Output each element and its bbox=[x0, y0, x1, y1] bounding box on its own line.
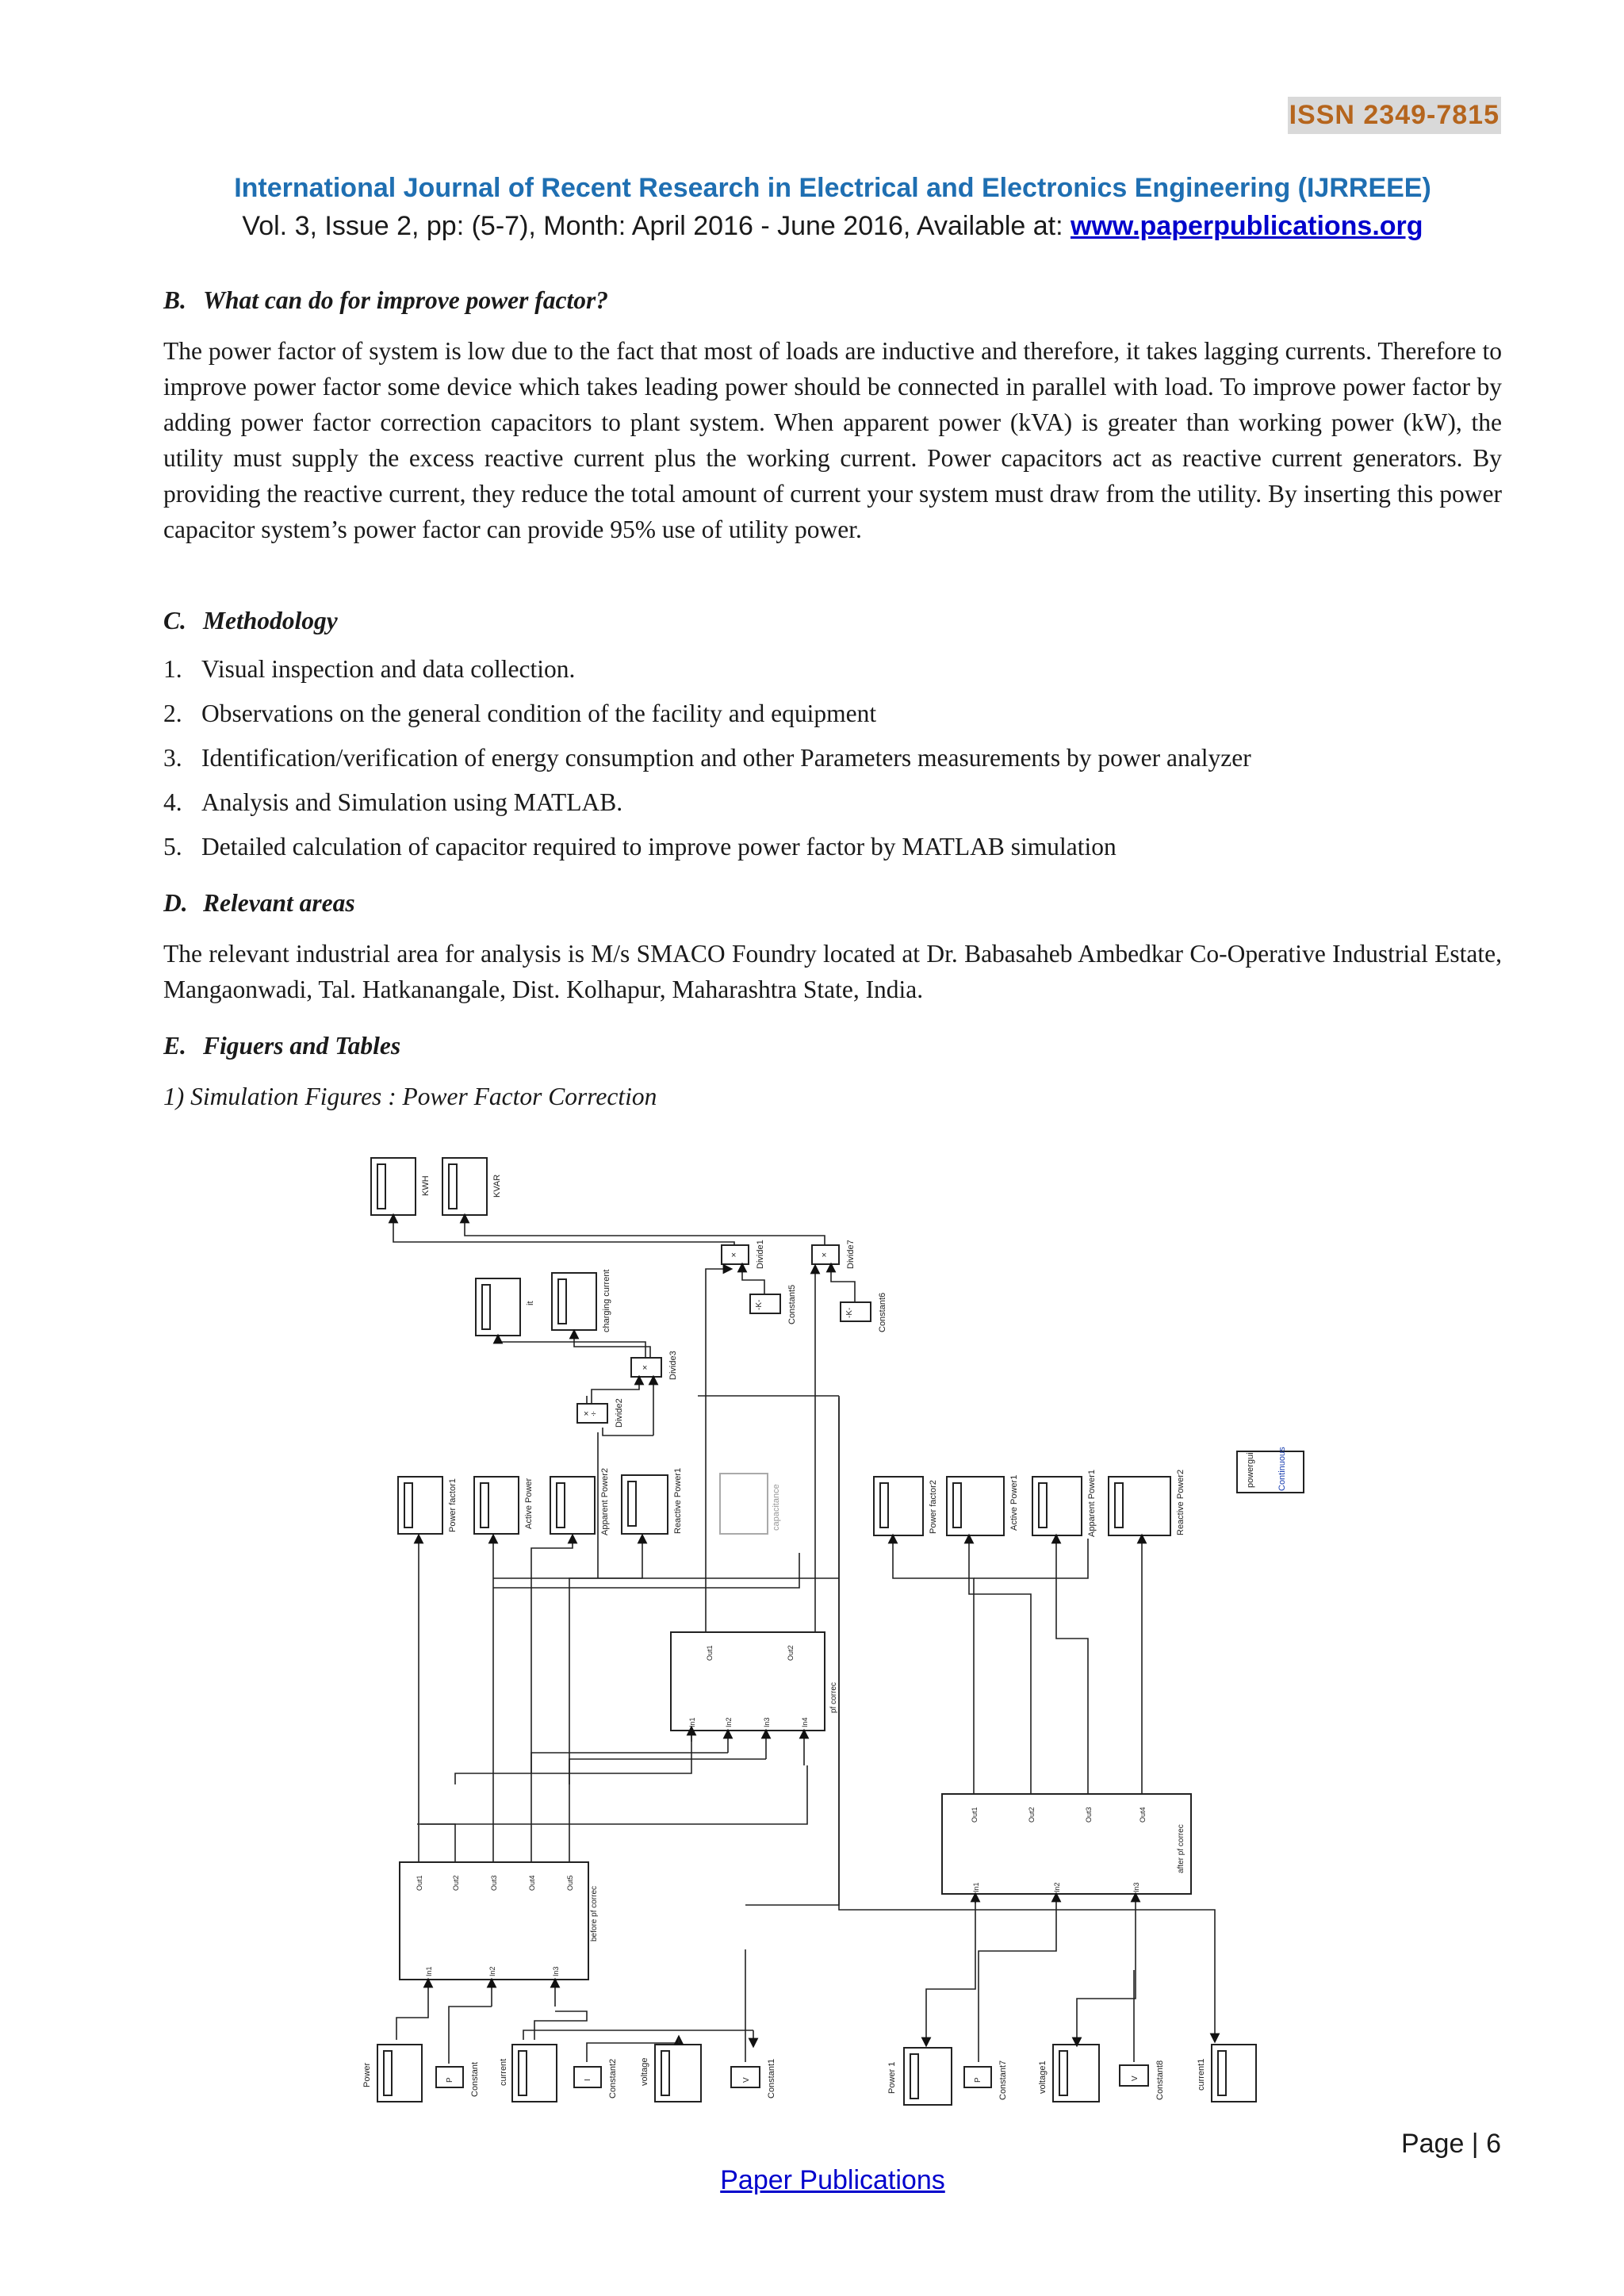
const-symbol: -K- bbox=[845, 1307, 854, 1318]
label-kvar: KVAR bbox=[492, 1174, 502, 1198]
display-active-power1 bbox=[947, 1477, 1004, 1535]
port-label: Out2 bbox=[1028, 1807, 1036, 1823]
section-title: Relevant areas bbox=[203, 889, 355, 917]
port-label: Out3 bbox=[1085, 1807, 1093, 1823]
divide-symbol: × ÷ bbox=[584, 1409, 596, 1419]
list-text: Identification/verification of energy consumption and other Parameters measurements by power analyzer bbox=[201, 744, 1251, 772]
list-item bbox=[163, 655, 575, 684]
list-item bbox=[163, 744, 1251, 772]
section-b-heading bbox=[163, 282, 1502, 318]
label-constant2: Constant2 bbox=[608, 2058, 618, 2099]
section-b-body bbox=[163, 333, 1502, 547]
label-apparent-power2: Apparent Power2 bbox=[600, 1468, 610, 1535]
label-constant6: Constant6 bbox=[878, 1292, 887, 1332]
label-active-power: Active Power bbox=[524, 1478, 534, 1529]
port-label: In3 bbox=[763, 1717, 771, 1727]
label-current1: current1 bbox=[1197, 2058, 1206, 2091]
label-constant8: Constant8 bbox=[1155, 2060, 1165, 2100]
section-label: E. bbox=[163, 1032, 186, 1060]
const-symbol: P bbox=[446, 2077, 454, 2083]
section-label: B. bbox=[163, 286, 186, 314]
list-item bbox=[163, 788, 622, 817]
journal-link[interactable]: www.paperpublications.org bbox=[1071, 211, 1423, 241]
list-text: Analysis and Simulation using MATLAB. bbox=[201, 788, 623, 816]
label-powergui: powergui bbox=[1246, 1452, 1255, 1488]
label-reactive-power1: Reactive Power1 bbox=[673, 1467, 683, 1534]
label-divide2: Divide2 bbox=[615, 1398, 624, 1428]
figure-subheading: 1) Simulation Figures : Power Factor Correction bbox=[163, 1083, 657, 1110]
port-label: In2 bbox=[725, 1717, 733, 1727]
after-pf-correc-subsystem bbox=[942, 1794, 1191, 1894]
label-power: Power bbox=[362, 2062, 372, 2087]
section-d-body bbox=[163, 936, 1502, 1007]
const-symbol: V bbox=[742, 2077, 751, 2083]
section-e-heading bbox=[163, 1028, 1502, 1064]
label-it: it bbox=[526, 1301, 535, 1305]
label-powergui-mode: Continuous bbox=[1277, 1447, 1287, 1491]
label-charging-current: charging current bbox=[602, 1269, 611, 1332]
port-label: In1 bbox=[688, 1717, 696, 1727]
section-c-heading bbox=[163, 603, 1502, 638]
port-label: Out4 bbox=[1139, 1807, 1147, 1823]
const-symbol: P bbox=[974, 2077, 982, 2083]
subsystem-label: after pf correc bbox=[1177, 1824, 1185, 1873]
label-kwh: KWH bbox=[421, 1175, 431, 1196]
section-title: Methodology bbox=[203, 607, 338, 634]
divide-symbol: × bbox=[822, 1251, 827, 1260]
list-text: Detailed calculation of capacitor required to improve power factor by MATLAB simulation bbox=[201, 833, 1116, 861]
journal-title: International Journal of Recent Research in Electrical and Electronics Engineering (IJRREEE) bbox=[234, 173, 1431, 203]
volume-info bbox=[0, 211, 1624, 242]
port-label: In1 bbox=[972, 1882, 980, 1892]
section-title: Figuers and Tables bbox=[203, 1032, 401, 1060]
label-power-factor2: Power factor2 bbox=[929, 1480, 938, 1534]
const-symbol: I bbox=[584, 2079, 592, 2081]
constant1-block bbox=[731, 2067, 760, 2087]
display-reactive-power2 bbox=[1109, 1477, 1170, 1535]
subsystem-label: pf correc bbox=[829, 1682, 838, 1713]
section-label: D. bbox=[163, 889, 188, 917]
label-voltage: voltage bbox=[640, 2057, 649, 2086]
list-text: Observations on the general condition of the facility and equipment bbox=[201, 700, 877, 727]
section-title: What can do for improve power factor? bbox=[203, 286, 608, 314]
label-constant: Constant bbox=[470, 2061, 480, 2097]
label-divide7: Divide7 bbox=[846, 1240, 856, 1269]
label-constant7: Constant7 bbox=[998, 2060, 1008, 2100]
label-constant5: Constant5 bbox=[787, 1284, 797, 1324]
volume-text: Vol. 3, Issue 2, pp: (5-7), Month: April 2016 - June 2016, Available at: bbox=[242, 211, 1071, 241]
list-item bbox=[163, 833, 1116, 861]
constant-block bbox=[436, 2067, 463, 2087]
label-current: current bbox=[499, 2058, 508, 2086]
label-constant1: Constant1 bbox=[767, 2058, 776, 2099]
simulink-diagram bbox=[349, 1148, 1316, 2116]
port-label: In2 bbox=[488, 1966, 496, 1976]
divide-symbol: × bbox=[642, 1363, 648, 1373]
constant2-block bbox=[574, 2067, 601, 2087]
list-text: Visual inspection and data collection. bbox=[201, 655, 576, 683]
list-item bbox=[163, 700, 876, 728]
label-divide1: Divide1 bbox=[756, 1240, 765, 1269]
subsystem-label: before pf correc bbox=[590, 1885, 599, 1941]
divide-symbol: × bbox=[731, 1251, 737, 1260]
paragraph: The power factor of system is low due to the fact that most of loads are inductive and therefore, it takes lagging currents. Therefore to improve power factor some device which takes leading power should be connected in parallel with load. To improve power factor by adding power factor correction capacitors to plant system. When apparent power (kVA) is greater than working power (kW), the utility must supply the excess reactive current plus the working current. Power capacitors act as reactive current generators. By providing the reactive current, they reduce the total amount of current your system must draw from the utility. By inserting this power capacitor system’s power factor can provide 95% use of utility power. bbox=[163, 337, 1502, 543]
const-symbol: V bbox=[1131, 2076, 1139, 2081]
list-number: 2. bbox=[163, 700, 182, 727]
publisher-link[interactable]: Paper Publications bbox=[720, 2165, 945, 2195]
port-label: In1 bbox=[425, 1966, 433, 1976]
list-number: 4. bbox=[163, 788, 182, 816]
label-divide3: Divide3 bbox=[668, 1351, 678, 1380]
label-apparent-power1: Apparent Power1 bbox=[1087, 1470, 1097, 1537]
label-power-factor1: Power factor1 bbox=[448, 1478, 458, 1532]
label-power-1: Power 1 bbox=[887, 2061, 897, 2094]
port-label: In3 bbox=[1132, 1882, 1140, 1892]
label-reactive-power2: Reactive Power2 bbox=[1176, 1469, 1185, 1535]
issn-badge: ISSN 2349-7815 bbox=[1288, 97, 1501, 134]
page-number: Page | 6 bbox=[1400, 2129, 1501, 2159]
label-voltage1: voltage1 bbox=[1038, 2060, 1048, 2094]
constant7-block bbox=[964, 2067, 991, 2087]
port-label: In4 bbox=[801, 1717, 809, 1727]
paragraph: The relevant industrial area for analysis is M/s SMACO Foundry located at Dr. Babasaheb Ambedkar Co-Operative Industrial Estate, Mangaonwadi, Tal. Hatkanangale, Dist. Kolhapur, Maharashtra State, India. bbox=[163, 940, 1502, 1003]
section-d-heading bbox=[163, 885, 1502, 921]
const-symbol: -K- bbox=[755, 1299, 764, 1310]
port-label: Out1 bbox=[971, 1807, 979, 1823]
constant8-block bbox=[1120, 2065, 1148, 2086]
list-number: 1. bbox=[163, 655, 182, 683]
port-label: Out1 bbox=[416, 1875, 423, 1891]
label-capacitance: capacitance bbox=[772, 1484, 781, 1531]
port-label: Out3 bbox=[490, 1875, 498, 1891]
port-label: Out2 bbox=[787, 1645, 795, 1661]
port-label: In2 bbox=[1053, 1882, 1061, 1892]
list-number: 5. bbox=[163, 833, 182, 861]
port-label: Out1 bbox=[706, 1645, 714, 1661]
port-label: Out2 bbox=[452, 1875, 460, 1891]
display-apparent-power1 bbox=[1032, 1477, 1082, 1535]
port-label: Out5 bbox=[566, 1875, 574, 1891]
display-capacitance bbox=[720, 1474, 768, 1534]
pf-correc-subsystem bbox=[671, 1632, 825, 1731]
port-label: Out4 bbox=[528, 1875, 536, 1891]
list-number: 3. bbox=[163, 744, 182, 772]
port-label: In3 bbox=[552, 1966, 560, 1976]
section-label: C. bbox=[163, 607, 186, 634]
display-power-factor2 bbox=[874, 1477, 923, 1535]
label-active-power1: Active Power1 bbox=[1009, 1474, 1019, 1531]
